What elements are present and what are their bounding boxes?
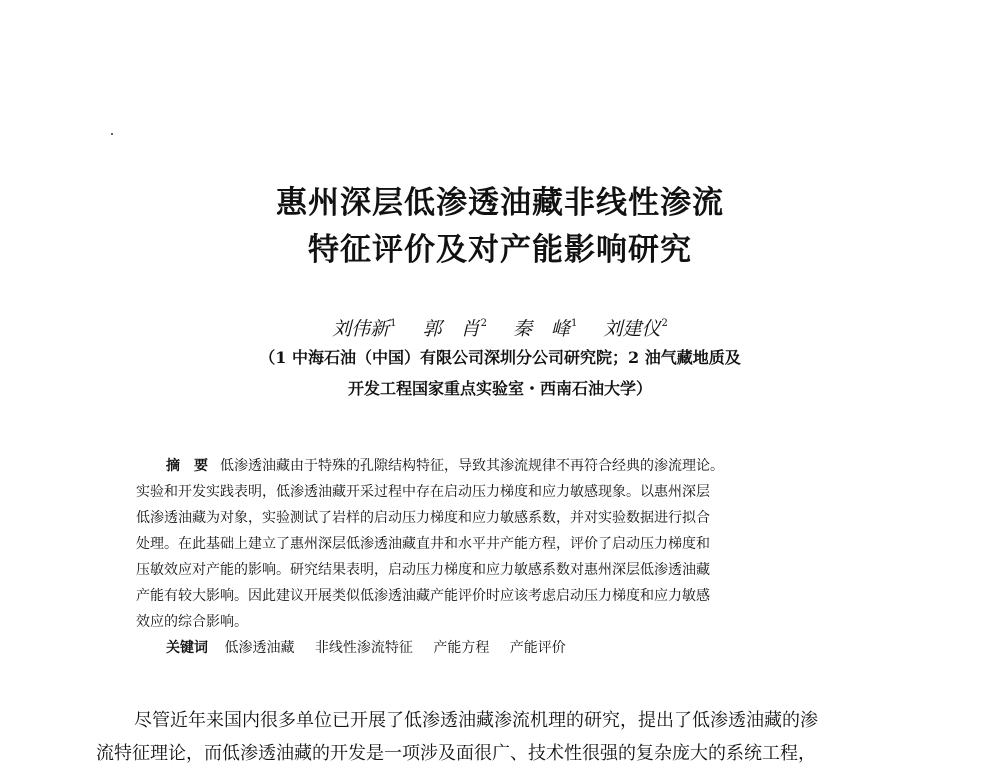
author-name: 郭 肖: [422, 318, 480, 340]
author-affiliation-mark: 1: [571, 318, 578, 329]
affiliation-line-1: （1 中海石油（中国）有限公司深圳分公司研究院；2 油气藏地质及: [259, 348, 741, 367]
author-name: 刘建仪: [603, 318, 661, 340]
keyword: 低渗透油藏: [224, 640, 295, 656]
abstract-line: 效应的综合影响。: [136, 614, 248, 630]
author-list: [0, 314, 1000, 341]
abstract-line: 压敏效应对产能的影响。研究结果表明，启动压力梯度和应力敏感系数对惠州深层低渗透油藏: [136, 562, 710, 578]
keyword: 产能方程: [433, 640, 490, 656]
keyword: 非线性渗流特征: [314, 640, 413, 656]
abstract-label: 摘 要: [166, 458, 208, 474]
author-4: [603, 314, 667, 341]
abstract-line: 处理。在此基础上建立了惠州深层低渗透油藏直井和水平井产能方程，评价了启动压力梯度和: [136, 536, 710, 552]
scan-speck: [111, 133, 113, 135]
abstract-line: [136, 453, 866, 479]
author-1: [332, 314, 396, 341]
author-affiliation-mark: 2: [661, 318, 668, 329]
keyword: 产能评价: [509, 640, 566, 656]
body-line: 流特征理论，而低渗透油藏的开发是一项涉及面很广、技术性很强的复杂庞大的系统工程，: [96, 743, 816, 764]
body-line: 尽管近年来国内很多单位已开展了低渗透油藏渗流机理的研究，提出了低渗透油藏的渗: [134, 710, 818, 731]
abstract: [136, 453, 866, 635]
paper-title-line-1: 惠州深层低渗透油藏非线性渗流: [276, 185, 724, 221]
author-3: [513, 314, 577, 341]
keywords-label: 关键词: [166, 640, 208, 656]
body-paragraph: [96, 704, 906, 770]
abstract-line: 实验和开发实践表明，低渗透油藏开采过程中存在启动压力梯度和应力敏感现象。以惠州深层: [136, 484, 710, 500]
abstract-text: 低渗透油藏由于特殊的孔隙结构特征，导致其渗流规律不再符合经典的渗流理论。: [220, 458, 724, 474]
author-2: [423, 314, 487, 341]
author-affiliation-mark: 2: [480, 318, 487, 329]
paper-title-line-2: 特征评价及对产能影响研究: [308, 232, 692, 268]
abstract-line: 低渗透油藏为对象，实验测试了岩样的启动压力梯度和应力敏感系数，并对实验数据进行拟合: [136, 510, 710, 526]
keywords: [166, 637, 582, 657]
affiliation-line-2: 开发工程国家重点实验室・西南石油大学）: [347, 379, 652, 398]
author-name: 刘伟新: [332, 318, 390, 340]
abstract-line: 产能有较大影响。因此建议开展类似低渗透油藏产能评价时应该考虑启动压力梯度和应力敏感: [136, 588, 710, 604]
author-affiliation-mark: 1: [390, 318, 397, 329]
author-name: 秦 峰: [513, 318, 571, 340]
